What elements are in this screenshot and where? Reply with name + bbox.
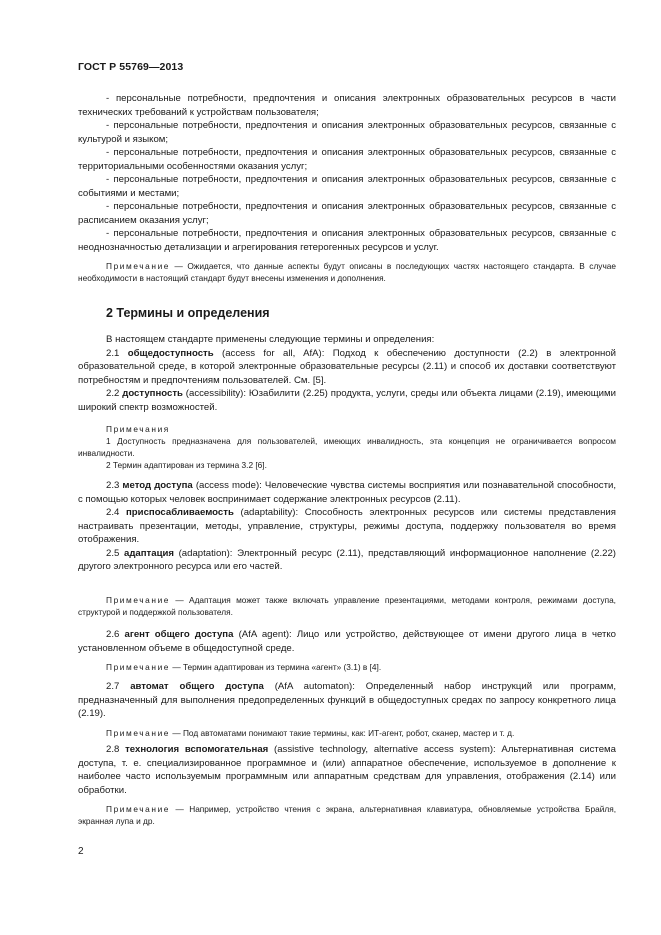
term-2-3 — [78, 479, 616, 506]
term-definition: (adaptability): Способность электронных ресурсов или системы представления настраивать презентации, методы, управление, структуры, режимы доступа, поддержку пользователя во время отображения. — [78, 507, 616, 545]
term-name: метод доступа — [122, 480, 193, 491]
list-item: - персональные потребности, предпочтения и описания электронных образовательных ресурсов, связанные с культурой и языком; — [78, 120, 616, 145]
term-definition: (AfA automaton): Определенный набор инструкций или программ, предназначенный для выполнения предопределенных функций в общедоступных средах по запросу конкретного лица (2.19). — [78, 681, 616, 719]
section-heading: 2 Термины и определения — [106, 306, 270, 320]
terms-block-1 — [78, 333, 616, 414]
terms-block-2 — [78, 479, 616, 574]
page-number: 2 — [78, 846, 84, 857]
term-definition: (AfA agent): Лицо или устройство, действующее от имени другого лица в четко установленном объеме в общедоступной среде. — [78, 629, 616, 654]
aspects-list — [78, 92, 616, 254]
note-text: — Ожидается, что данные аспекты будут описаны в последующих частях настоящего стандарта. В случае необходимости в настоящий стандарт будут внесены изменения и дополнения. — [78, 261, 616, 283]
note-item: 1 Доступность предназначена для пользователей, имеющих инвалидность, эта концепция не ограничивается вопросом инвалидности. — [78, 436, 616, 458]
term-name: автомат общего доступа — [130, 681, 264, 692]
list-item: - персональные потребности, предпочтения и описания электронных образовательных ресурсов в части технических требований к устройствам пользователя; — [78, 93, 616, 118]
term-2-8-block — [78, 743, 616, 797]
term-name: приспосабливаемость — [126, 507, 234, 518]
term-number: 2.3 — [106, 480, 123, 491]
section-intro: В настоящем стандарте применены следующие термины и определения: — [106, 334, 435, 345]
list-item: - персональные потребности, предпочтения и описания электронных образовательных ресурсов, связанные с расписанием оказания услуг; — [78, 201, 616, 226]
term-name: агент общего доступа — [124, 629, 234, 640]
term-definition: (access mode): Человеческие чувства системы восприятия или познавательной способности, с помощью которых человек воспринимает содержание электронных ресурсов (2.11). — [78, 480, 616, 505]
term-definition: (adaptation): Электронный ресурс (2.11), представляющий информационное наполнение (2.22) другого электронного ресурса или его частей. — [78, 547, 616, 572]
note-text: — Под автоматами понимают такие термины, как: ИТ-агент, робот, сканер, мастер и т. д. — [170, 728, 515, 738]
term-number: 2.7 — [106, 681, 131, 692]
term-2-6-block — [78, 628, 616, 655]
term-2-1 — [78, 347, 616, 388]
notes-2-2 — [78, 423, 616, 471]
note-item: 2 Термин адаптирован из термина 3.2 [6]. — [106, 460, 267, 470]
term-definition: (assistive technology, alternative access system): Альтернативная система доступа, т. е. специализированное программное и (или) аппаратное обеспечение, используемое в дополнение к наиболее часто используемым программным или аппаратным средствам для управления, отображения (2.14) или обработки. — [78, 744, 616, 796]
note-label: Примечание — [106, 804, 171, 814]
term-name: общедоступность — [127, 347, 214, 359]
list-item: - персональные потребности, предпочтения и описания электронных образовательных ресурсов, связанные с событиями и местами; — [78, 174, 616, 199]
note-label: Примечание — [106, 261, 171, 271]
note-text: — Адаптация может также включать управление презентациями, методами контроля, режимами доступа, структурой и поддержкой пользователя. — [78, 595, 616, 617]
term-number: 2.6 — [106, 629, 125, 640]
notes-label: Примечания — [106, 424, 170, 434]
note-label: Примечание — [106, 728, 171, 738]
term-definition: (access for all, AfA): Подход к обеспечению доступности (2.2) в электронной образовательной среде, в которой электронные образовательные ресурсы (2.11) и способ их доставки соответствуют потребностям и предпочтениям пользователей. См. [5]. — [78, 347, 616, 386]
term-name: технология вспомогательная — [125, 744, 269, 755]
term-number: 2.8 — [106, 744, 126, 755]
note-2-8 — [78, 803, 616, 827]
note-label: Примечание — [106, 662, 171, 672]
term-2-7 — [78, 680, 616, 721]
term-number: 2.5 — [106, 547, 124, 559]
list-item: - персональные потребности, предпочтения и описания электронных образовательных ресурсов, связанные с территориальными особенностями оказания услуг; — [78, 147, 616, 172]
note-2-5 — [78, 594, 616, 618]
term-2-7-block — [78, 680, 616, 721]
note-2-6 — [78, 661, 616, 673]
term-2-4 — [78, 506, 616, 547]
term-name: адаптация — [123, 547, 174, 559]
term-number: 2.4 — [106, 507, 127, 518]
note-label: Примечание — [106, 595, 171, 605]
list-item: - персональные потребности, предпочтения и описания электронных образовательных ресурсов, связанные с неоднозначностью детализации и агрегирования гетерогенных ресурсов и услуг. — [78, 228, 616, 253]
note-2-7 — [78, 727, 616, 739]
term-2-6 — [78, 628, 616, 655]
term-2-2 — [78, 387, 616, 414]
note-1 — [78, 260, 616, 284]
term-2-5 — [78, 547, 616, 574]
document-header: ГОСТ Р 55769—2013 — [78, 61, 184, 73]
section-2 — [78, 306, 616, 320]
term-number: 2.1 — [106, 347, 128, 359]
note-text: — Например, устройство чтения с экрана, альтернативная клавиатура, обновляемые устройства Брайля, экранная лупа и др. — [78, 804, 616, 826]
term-name: доступность — [122, 388, 183, 399]
note-text: — Термин адаптирован из термина «агент» (3.1) в [4]. — [170, 662, 382, 672]
term-number: 2.2 — [106, 388, 123, 399]
term-definition: (accessibility): Юзабилити (2.25) продукта, услуги, среды или объекта лицами (2.19), имеющими широкий спектр возможностей. — [78, 388, 616, 413]
term-2-8 — [78, 743, 616, 797]
